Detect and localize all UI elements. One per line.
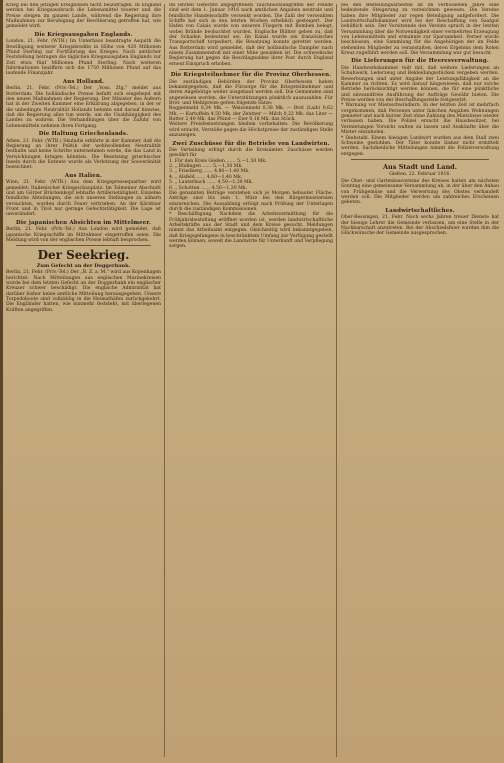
column-3 [341, 3, 499, 757]
section-title: Der Seekrieg. [37, 248, 130, 263]
article [6, 131, 161, 171]
table-row: 6. „ Schotten …… 4,50—1,30 Mk. [169, 185, 248, 191]
article-body: Die Handwerkskammer teilt mit, daß weitere Lieferungen an Schuhwerk, Lederzeug und Bekleidungsstücken vergeben werden. Bewerbungen sind unter Angabe der Leistungsfähigkeit an die Kammer zu richten. Es wird darauf hingewiesen, daß nur solche Betriebe berücksichtigt werden können, die für eine pünktliche und einwandfreie Ausführung der Aufträge Gewähr bieten. Die Preise werden von der Beschaffungsstelle festgesetzt. [341, 66, 499, 104]
column-1 [6, 3, 161, 757]
column-rule [164, 4, 165, 757]
page-edge-shadow [0, 0, 3, 763]
article-headline: Zwei Zuschüsse für die Betriebe von Landwirten. [172, 140, 330, 147]
article-body: London, 21. Febr. (WTB.) Im Unterhaus beantragte Asquith die Bewilligung weiterer Kriegskredite in Höhe von 420 Millionen Pfund Sterling zur Fortführung des Krieges. Nach amtlicher Feststellung betragen die täglichen Kriegsausgaben Englands zur Zeit etwa fünf Millionen Pfund Sterling. Nach weiteren Informationen beziffern sich die 1750 Millionen Pfund auf das laufende Finanzjahr. [6, 39, 161, 77]
article-body: Im letzten Gefechte angegriffenen Tauchbootsangriffen der Feinde sind seit dem 1. Januar 1916 nach amtlichen Angaben neutrale und feindliche Handelsschiffe versenkt worden. Die Zahl der versenkten Schiffe hat sich in den letzten Wochen erheblich gesteigert. Der Hafen von Calais wurde von unseren Fliegern mit Bomben belegt, wobei Brände beobachtet wurden. Englische Blätter geben zu, daß der Schaden bedeutend sei. Im Kanal wurde ein französisches Transportschiff torpediert, die Besatzung konnte gerettet werden. Aus Rotterdam wird gemeldet, daß der holländische Dampfer nach einem Zusammenstoß mit einer Mine gesunken ist. Die schwedische Regierung hat gegen die Beschlagnahme ihrer Post durch England erneut Einspruch erhoben. [169, 3, 333, 67]
article-body: Die genannten Beträge verstehen sich je Morgen bebauter Fläche. Anträge sind bis zum 1. März bei den Bürgermeistereien einzureichen. Die Auszahlung erfolgt nach Prüfung der Unterlagen durch die zuständigen Kommissionen. [169, 190, 333, 212]
section-title: Aus Stadt und Land. [383, 162, 457, 171]
article [6, 79, 161, 129]
table-row: 5. „ Lauterbach …… 4,50—1,30 Mk. [169, 180, 253, 186]
article-body: bei den Bestellungsarbeiten ist im verflossenen Jahre eine bedeutende Steigerung zu verzeichnen gewesen. Die Vereine haben ihre Mitglieder zur regen Beteiligung aufgefordert. Die Landwirtschaftskammer wird bei der Beschaffung von Saatgut behilflich sein. Der Vorsitzende des Vereins sprach in der letzten Versammlung über die Notwendigkeit einer vermehrten Erzeugung von Lebensmitteln und ermahnte zur Sparsamkeit. Ferner wurde beschlossen, eine Sammlung für die Angehörigen der im Felde stehenden Mitglieder zu veranstalten, deren Ergebnis dem Roten Kreuz zugeführt werden soll. Die Versammlung war gut besucht. [341, 3, 499, 57]
price-list: Roggenmehl 0,34 Mk. — Weizenmehl 0,38 Mk. — Brot (Laib) 0,62 Mk. — Kartoffeln 4,50 Mk. der Zentner — Milch 0,22 Mk. das Liter — Butter 2,40 Mk. das Pfund — Eier 0,18 Mk. das Stück. [169, 106, 333, 123]
article-body: Berlin, 21. Febr. (Priv.-Tel.) Der „Voss. Ztg." meldet aus Rotterdam: Die holländische Presse befaßt sich eingehend mit den neuen Maßnahmen der Regierung. Der Minister des Äußern hat in der Zweiten Kammer eine Erklärung abgegeben, in der er die unbedingte Neutralität Hollands betonte und darauf hinwies, daß die Regierung alles tun werde, um die Unabhängigkeit des Landes zu wahren. Die Verhandlungen über die Zufuhr von Lebensmitteln nehmen ihren Fortgang. [6, 86, 161, 129]
article-body: * Beschäftigung. Nachdem die Arbeitsvermittlung für die Frühjahrsbestellung eröffnet worden ist, werden landwirtschaftliche Arbeitskräfte aus der Stadt und dem Kreise gesucht. Meldungen nimmt das Arbeitsamt entgegen. Gleichzeitig wird bekanntgegeben, daß Kriegsgefangene in beschränktem Umfang zur Verfügung gestellt werden können, soweit die Landwirte für Unterkunft und Verpflegung sorgen. [169, 212, 333, 250]
article-body: Die zuständigen Behörden der Provinz Oberhessen haben bekanntgegeben, daß die Fürsorge für die Kriegsteilnehmer und deren Angehörige weiter ausgebaut werden soll. Die Gemeinden sind angewiesen worden, die Unterstützungen pünktlich auszuzahlen. Für Brot- und Mehlpreise gelten folgende Sätze: [169, 79, 333, 107]
divider [351, 159, 489, 160]
article-body: Wien, 21. Febr. (WTB.) Aus dem Kriegspressequartier wird gemeldet: Italienischer Kriegsschauplatz: Im Tolmeiner Abschnitt und am Görzer Brückenkopf lebhafte Artillerietätigkeit. Einzelne feindliche Abteilungen, die sich unseren Stellungen zu nähern versuchten, wurden durch Feuer vertrieben. An der Kärntner Front und in Tirol nur geringe Gefechtstätigkeit. Die Lage ist unverändert. [6, 180, 161, 218]
lead-paragraph: Krieg bei den jetzigen Ereignissen nicht beizutragen. In England werden bei Kriegsausbruch die Lebensmittel teuerer und die Preise steigen im ganzen Lande, während die Regierung ihre Maßnahmen zur Beruhigung der Bevölkerung getroffen hat, wie gemeldet wird. [6, 3, 161, 30]
article-headline: Landwirtschaftliches. [385, 207, 455, 214]
section-subtitle: Zum Gefecht an der Doggerbank. [36, 263, 131, 270]
article-body: Berlin, 21. Febr. (Priv.-Tel.) Der „B. Z. a. M." wird aus Kopenhagen berichtet: Nach Mitteilungen aus englischen Marinekreisen wurde bei dem letzten Gefecht an der Doggerbank ein englischer Kreuzer schwer beschädigt. Die englische Admiralität hat darüber bisher keine amtliche Mitteilung herausgegeben. Unsere Torpedoboote sind vollzählig in die Heimathäfen zurückgekehrt. Die Engländer hatten, wie nunmehr feststeht, mit überlegenen Kräften angegriffen. [6, 270, 161, 313]
article-body: Die Obst- und Gartenbauvereine des Kreises halten am nächsten Sonntag eine gemeinsame Versammlung ab, in der über den Anbau von Frühgemüse und die Verwertung des Obstes verhandelt werden soll. Die Mitglieder werden um zahlreiches Erscheinen gebeten. [341, 178, 499, 206]
article-headline: Die Kriegsteilnehmer für die Provinz Oberhessen. [170, 72, 332, 79]
article-headline: Aus Italien. [64, 172, 103, 179]
table-row: 1. Für den Kreis Gießen …… 5,—1,50 Mk. [169, 158, 267, 164]
article-body: * Diebstahl. Einem hiesigen Landwirt wurden aus dem Stall zwei Schweine gestohlen. Der Täter konnte bisher nicht ermittelt werden. Sachdienliche Mitteilungen nimmt die Polizeiverwaltung entgegen. [341, 135, 499, 157]
article [6, 220, 161, 244]
table-row: 4. „ Alsfeld …… 4,60—1,40 Mk. [169, 174, 243, 180]
subsidy-table [169, 159, 333, 191]
article-headline: Die Kriegsausgaben Englands. [34, 31, 133, 38]
table-row: 3. „ Friedberg …… 4,80—1,40 Mk. [169, 169, 250, 175]
article [6, 173, 161, 218]
column-rule [336, 4, 337, 757]
article-headline: Die Lieferungen für die Heeresverwaltung. [351, 58, 489, 65]
divider [16, 245, 151, 246]
dateline: Gießen, 22. Februar 1916. [389, 171, 451, 177]
divider [179, 69, 323, 70]
article-body: Athen, 21. Febr. (WTB.) Skuludis erklärte in der Kammer, daß die Regierung an ihrer Politik der wohlwollenden Neutralität festhalte und keine Schritte unternehmen werde, die das Land in Verwicklungen bringen könnten. Die Besetzung griechischer Inseln durch die Entente wurde als Verletzung der Souveränität bezeichnet. [6, 138, 161, 171]
article-headline: Aus Holland. [62, 78, 105, 85]
article-headline: Die japanischen Absichten im Mittelmeer. [15, 219, 151, 226]
column-2 [169, 3, 333, 757]
article-body: Die Verteilung erfolgt durch die Kreisämter. Zuschüsse werden gewährt für [169, 148, 333, 159]
article-body: Berlin, 21. Febr. (Priv.-Tel.) Aus London wird gemeldet, daß japanische Kriegsschiffe im Mittelmeer eingetroffen seien. Die Meldung wird von der englischen Presse lebhaft besprochen. [6, 227, 161, 243]
article [6, 32, 161, 77]
article-headline: Die Haltung Griechenlands. [38, 131, 129, 138]
article-body: Weitere Preisfestsetzungen bleiben vorbehalten. Die Bevölkerung wird ersucht, Verstöße gegen die Höchstpreise der zuständigen Stelle anzuzeigen. [169, 122, 333, 139]
table-row: 2. „ Büdingen …… 5,—1,50 Mk. [169, 164, 243, 170]
article-body: Ober-Bessingen, 21. Febr. Nach sechs Jahren treuer Dienste hat der hiesige Lehrer die Gemeinde verlassen, um eine Stelle in der Nachbarschaft anzutreten. Bei der Abschiedsfeier wurden ihm die Glückwünsche der Gemeinde ausgesprochen. [341, 215, 499, 237]
article-body: * Warnung vor Mietsschwindlern. In der letzten Zeit ist mehrfach vorgekommen, daß Personen unter falschen Angaben Wohnungen gemietet und nach kurzer Zeit ohne Zahlung des Mietzinses wieder verlassen haben. Die Polizei ersucht die Hausbesitzer, bei Vermietungen Vorsicht walten zu lassen und Auskünfte über die Mieter einzuholen. [341, 103, 499, 136]
